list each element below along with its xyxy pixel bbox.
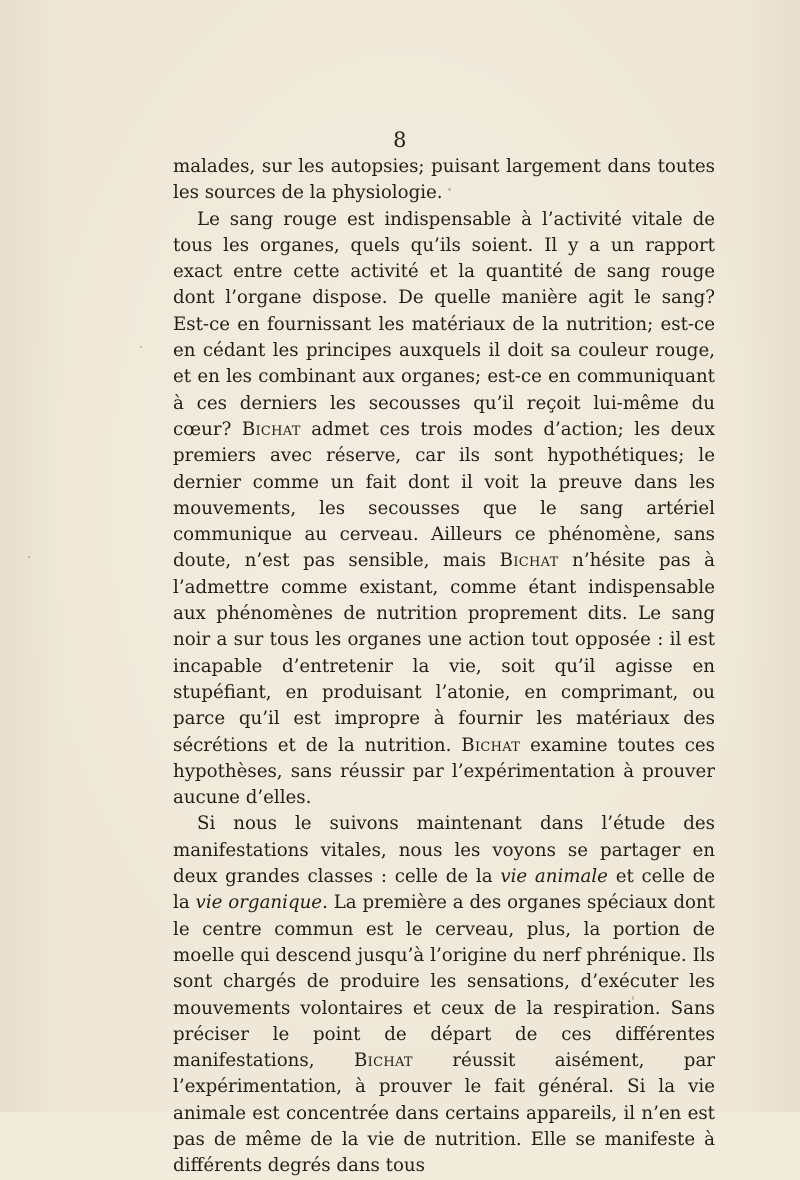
text-run: réussit aisément, par l’expérimentation, à prouver le fait général. Si la vie animale est concentrée dans certains appareils, il n’en est pas de même de la vie de nutrition. Elle se manifeste à différents degrés dans tous xyxy=(173,1050,715,1177)
paragraph xyxy=(173,154,715,207)
paragraph xyxy=(173,811,715,1179)
text-run: malades, sur les autopsies; puisant largement dans toutes les sources de la physiologie. xyxy=(173,156,715,204)
paper-speck xyxy=(448,188,451,191)
author-name: Bichat xyxy=(499,550,559,572)
page-number: 8 xyxy=(393,128,407,152)
text-run: Le sang rouge est indispensable à l’activité vitale de tous les organes, quels qu’ils soient. Il y a un rapport exact entre cette activité et la quantité de sang rouge dont l’organe dispose. De quelle manière agit le sang? Est-ce en fournissant les matériaux de la nutrition; est-ce en cédant les principes auxquels il doit sa couleur rouge, et en les combinant aux organes; est-ce en communiquant à ces derniers les secousses qu’il reçoit lui-même du cœur? xyxy=(173,208,715,440)
author-name: Bichat xyxy=(241,418,301,440)
paragraph xyxy=(173,207,715,812)
italic-term: vie organique xyxy=(195,892,323,914)
text-run: admet ces trois modes d’action; les deux premiers avec réserve, car ils sont hypothétiques; le dernier comme un fait dont il voit la preuve dans les mouvements, les secousses que le sang artériel communique au cerveau. Ailleurs ce phénomène, sans doute, n’est pas sensible, mais xyxy=(173,418,715,572)
body-text xyxy=(173,154,715,1180)
italic-term: vie animale xyxy=(500,866,608,888)
text-run: et celle de la xyxy=(173,866,715,914)
author-name: Bichat xyxy=(461,734,521,756)
paper-speck xyxy=(140,346,142,348)
paper-speck xyxy=(28,556,30,558)
paper-speck xyxy=(632,996,634,1000)
text-run: n’hésite pas à l’admettre comme existant, comme étant indispensable aux phénomènes de nutrition proprement dits. Le sang noir a sur tous les organes une action tout opposée : il est incapable d’entretenir la vie, soit qu’il agisse en stupéfiant, en produisant l’atonie, en comprimant, ou parce qu’il est impropre à fournir les matériaux des sécrétions et de la nutrition. xyxy=(173,550,715,756)
text-run: . La première a des organes spéciaux dont le centre commun est le cerveau, plus, la portion de moelle qui descend jusqu’à l’origine du nerf phrénique. Ils sont chargés de produire les sensations, d’exécuter les mouvements volontaires et ceux de la respiration. Sans préciser le point de départ de ces différentes manifestations, xyxy=(173,892,715,1072)
text-run: examine toutes ces hypothèses, sans réussir par l’expérimentation à prouver aucune d’elles. xyxy=(173,734,715,809)
author-name: Bichat xyxy=(353,1050,413,1072)
text-run: Si nous le suivons maintenant dans l’étude des manifestations vitales, nous les voyons se partager en deux grandes classes : celle de la xyxy=(173,813,715,888)
